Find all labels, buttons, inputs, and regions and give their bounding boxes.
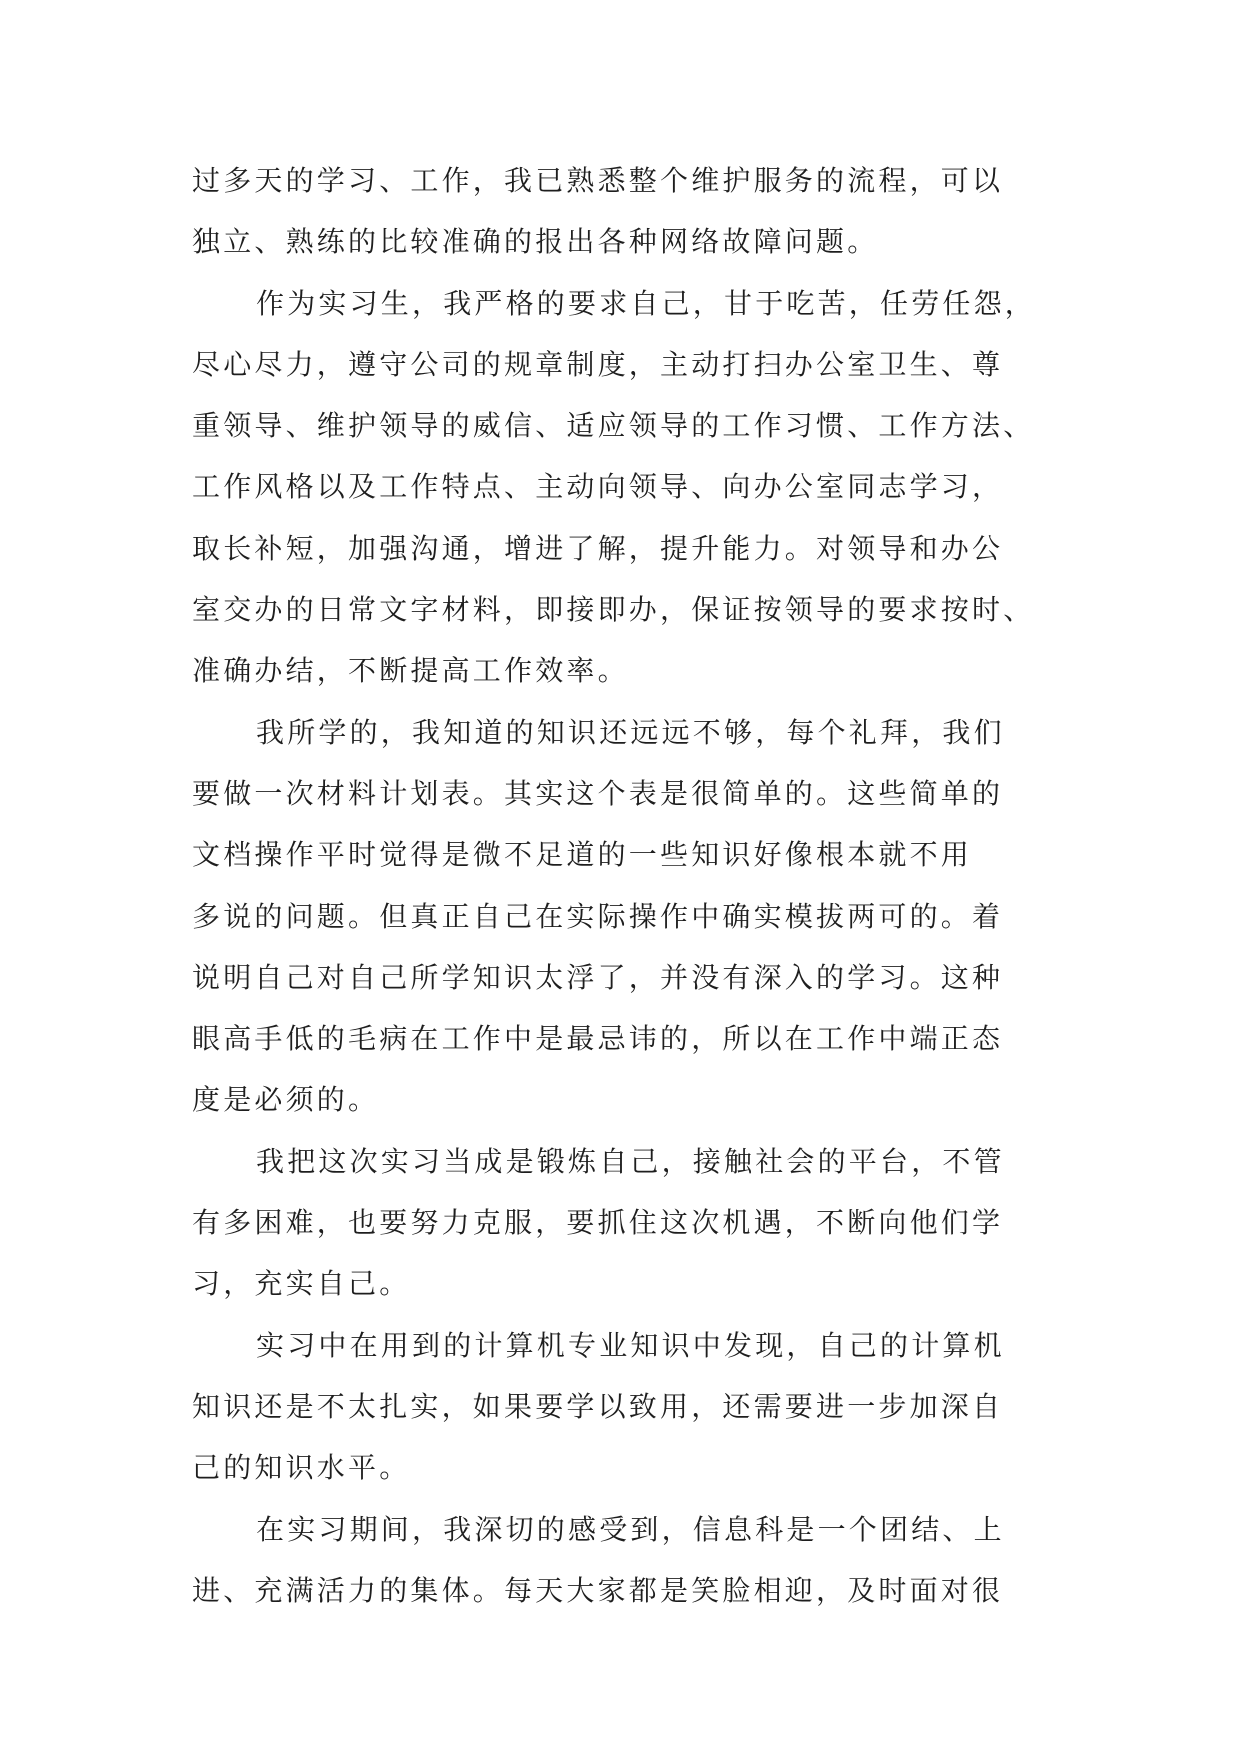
text-line: 习，充实自己。 [192,1267,411,1301]
text-line: 多说的问题。但真正自己在实际操作中确实模拔两可的。着 [192,899,1004,933]
text-line: 眼高手低的毛病在工作中是最忌讳的，所以在工作中端正态 [192,1022,1004,1056]
paragraph-start-line: 我所学的，我知道的知识还远远不够，每个礼拜，我们 [256,715,1005,749]
text-line: 室交办的日常文字材料，即接即办，保证按领导的要求按时、 [192,593,1035,627]
paragraph-start-line: 作为实习生，我严格的要求自己，甘于吃苦，任劳任怨， [256,286,1037,320]
document-body [192,150,1067,1621]
text-line: 准确办结，不断提高工作效率。 [192,654,629,688]
text-line: 知识还是不太扎实，如果要学以致用，还需要进一步加深自 [192,1389,1004,1423]
text-line: 独立、熟练的比较准确的报出各种网络故障问题。 [192,225,879,259]
text-line: 工作风格以及工作特点、主动向领导、向办公室同志学习， [192,470,1004,504]
text-line: 取长补短，加强沟通，增进了解，提升能力。对领导和办公 [192,531,1004,565]
text-line: 己的知识水平。 [192,1451,411,1485]
text-line: 进、充满活力的集体。每天大家都是笑脸相迎，及时面对很 [192,1573,1004,1607]
paragraph-start-line: 实习中在用到的计算机专业知识中发现，自己的计算机 [256,1328,1005,1362]
text-line: 度是必须的。 [192,1083,380,1117]
text-line: 文档操作平时觉得是微不足道的一些知识好像根本就不用 [192,838,973,872]
text-line: 有多困难，也要努力克服，要抓住这次机遇，不断向他们学 [192,1206,1004,1240]
paragraph-start-line: 在实习期间，我深切的感受到，信息科是一个团结、上 [256,1512,1005,1546]
text-line: 重领导、维护领导的威信、适应领导的工作习惯、工作方法、 [192,409,1035,443]
paragraph-start-line: 我把这次实习当成是锻炼自己，接触社会的平台，不管 [256,1144,1005,1178]
text-line: 说明自己对自己所学知识太浮了，并没有深入的学习。这种 [192,960,1004,994]
text-line: 过多天的学习、工作，我已熟悉整个维护服务的流程，可以 [192,164,1004,197]
text-line: 尽心尽力，遵守公司的规章制度，主动打扫办公室卫生、尊 [192,347,1004,381]
text-line: 要做一次材料计划表。其实这个表是很简单的。这些简单的 [192,776,1004,810]
